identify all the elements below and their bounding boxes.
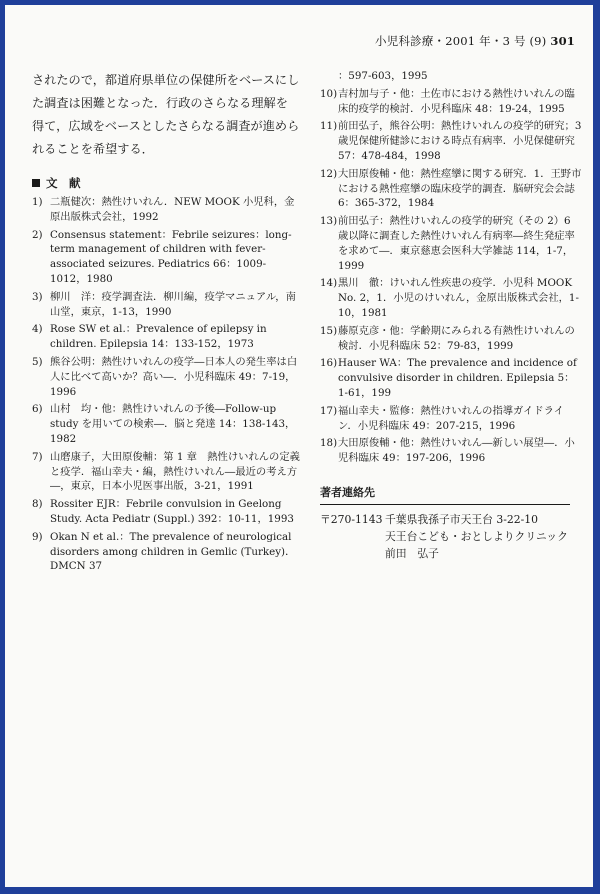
reference-number: 10) bbox=[320, 87, 338, 100]
reference-text: 前田弘子，熊谷公明：熱性けいれんの疫学的研究；3 歳児保健所健診における時点有病率．小児保健研究 57：478-484，1998 bbox=[338, 120, 582, 162]
reference-text: 大田原俊輔・他：熱性けいれん―新しい展望―．小児科臨床 49：197-206，1996 bbox=[338, 437, 575, 465]
reference-item bbox=[320, 214, 582, 273]
right-column bbox=[320, 69, 582, 562]
reference-number: 6) bbox=[32, 403, 43, 416]
reference-item bbox=[32, 530, 300, 574]
reference-text: 山村 均・他：熱性けいれんの予後―Follow-up study を用いての検索―．脳と発達 14：138-143，1982 bbox=[50, 403, 296, 445]
reference-item bbox=[320, 324, 582, 354]
reference-continuation: ：597-603，1995 bbox=[338, 70, 428, 82]
journal-info: 小児科診療・2001 年・3 号 (9) bbox=[375, 34, 547, 48]
references-title: 文 献 bbox=[46, 176, 81, 190]
reference-number: 17) bbox=[320, 404, 338, 417]
reference-text: 二瓶健次：熱性けいれん．NEW MOOK 小児科，金原出版株式会社，1992 bbox=[50, 196, 295, 223]
reference-item bbox=[32, 450, 300, 494]
running-header bbox=[375, 33, 575, 49]
reference-text: 福山幸夫・監修：熱性けいれんの指導ガイドライン．小児科臨床 49：207-215，1996 bbox=[338, 404, 564, 432]
reference-item bbox=[32, 402, 300, 446]
reference-text: 吉村加与子・他：土佐市における熱性けいれんの臨床的疫学的検討．小児科臨床 48：19-24，1995 bbox=[338, 87, 575, 115]
clinic-name: 天王台こども・おとしよりクリニック bbox=[385, 529, 568, 543]
square-bullet-icon bbox=[32, 179, 40, 187]
reference-number: 9) bbox=[32, 530, 43, 543]
reference-item bbox=[32, 355, 300, 399]
reference-number: 3) bbox=[32, 290, 43, 303]
reference-number: 13) bbox=[320, 215, 338, 228]
reference-number: 7) bbox=[32, 450, 43, 463]
reference-item bbox=[320, 436, 582, 466]
reference-item bbox=[32, 228, 300, 287]
reference-text: Rossiter EJR：Febrile convulsion in Geelong Study. Acta Pediatr (Suppl.) 392：10-11，1993 bbox=[50, 498, 294, 525]
reference-item bbox=[320, 87, 582, 117]
reference-number: 1) bbox=[32, 196, 43, 208]
reference-item bbox=[320, 404, 582, 434]
reference-text: 山磨康子，大田原俊輔：第 1 章 熱性けいれんの定義と疫学．福山幸夫・編，熱性けいれん―最近の考え方―，東京，日本小児医事出版，3-21，1991 bbox=[50, 450, 300, 493]
postal-code: 〒270-1143 bbox=[320, 512, 383, 526]
reference-number: 18) bbox=[320, 437, 338, 450]
reference-item bbox=[320, 119, 582, 163]
reference-item bbox=[320, 276, 582, 320]
references-list-left bbox=[32, 195, 300, 574]
reference-number: 16) bbox=[320, 357, 338, 370]
reference-text: 黒川 徹：けいれん性疾患の疫学．小児科 MOOK No. 2，1．小児のけいれん，金原出版株式会社，1-10，1981 bbox=[338, 277, 579, 319]
reference-text: Rose SW et al.：Prevalence of epilepsy in children. Epilepsia 14：133-152，1973 bbox=[50, 323, 267, 351]
contact-block bbox=[320, 511, 582, 562]
reference-text: Consensus statement：Febrile seizures：long-term management of children with fever-associated seizures. Pediatrics 66：1009-1012，1980 bbox=[50, 228, 292, 285]
reference-number: 12) bbox=[320, 167, 338, 180]
page bbox=[5, 5, 593, 887]
reference-item bbox=[32, 290, 300, 320]
author-name: 前田 弘子 bbox=[385, 546, 439, 560]
reference-number: 14) bbox=[320, 277, 338, 290]
reference-text: 柳川 洋：疫学調査法．柳川編，疫学マニュアル，南山堂，東京，1-13，1990 bbox=[50, 290, 296, 318]
reference-item bbox=[32, 195, 300, 225]
reference-number: 2) bbox=[32, 228, 43, 241]
reference-item bbox=[320, 356, 582, 400]
references-heading bbox=[32, 175, 300, 191]
address: 千葉県我孫子市天王台 3-22-10 bbox=[385, 512, 539, 526]
reference-text: 前田弘子：熱性けいれんの疫学的研究（その 2）6 歳以降に調査した熱性けいれん有病率―終生発症率を求めて―．東京慈恵会医科大学雑誌 114，1-7，1999 bbox=[338, 215, 575, 272]
reference-text: 熊谷公明：熱性けいれんの疫学―日本人の発生率は白人に比べて高いか？高い―．小児科臨床 49：7-19，1996 bbox=[50, 355, 298, 398]
references-list-right bbox=[320, 87, 582, 466]
reference-number: 15) bbox=[320, 324, 338, 337]
reference-number: 4) bbox=[32, 323, 43, 336]
reference-text: 大田原俊輔・他：熱性痙攣に関する研究．1．王野市における熱性痙攣の臨床疫学的調査．脳研究会会誌 6：365-372，1984 bbox=[338, 167, 582, 210]
reference-item bbox=[320, 167, 582, 211]
reference-text: Okan N et al.：The prevalence of neurological disorders among children in Gemlic (Turkey)．DMCN 37 bbox=[50, 530, 296, 573]
reference-number: 11) bbox=[320, 120, 338, 133]
contact-heading: 著者連絡先 bbox=[320, 484, 570, 505]
left-column bbox=[32, 69, 300, 577]
reference-text: 藤原克彦・他：学齢期にみられる有熱性けいれんの検討．小児科臨床 52：79-83，1999 bbox=[338, 324, 575, 352]
reference-item bbox=[32, 497, 300, 527]
reference-number: 5) bbox=[32, 355, 43, 368]
reference-text: Hauser WA：The prevalence and incidence of convulsive disorder in children. Epilepsia 5：1-61，199 bbox=[338, 357, 577, 399]
reference-item bbox=[32, 322, 300, 352]
reference-number: 8) bbox=[32, 498, 43, 511]
intro-paragraph: されたので，都道府県単位の保健所をベースにした調査は困難となった．行政のさらなる理解を得て，広域をベースとしたさらなる調査が進められることを希望する． bbox=[32, 73, 300, 156]
page-number: 301 bbox=[550, 34, 575, 48]
